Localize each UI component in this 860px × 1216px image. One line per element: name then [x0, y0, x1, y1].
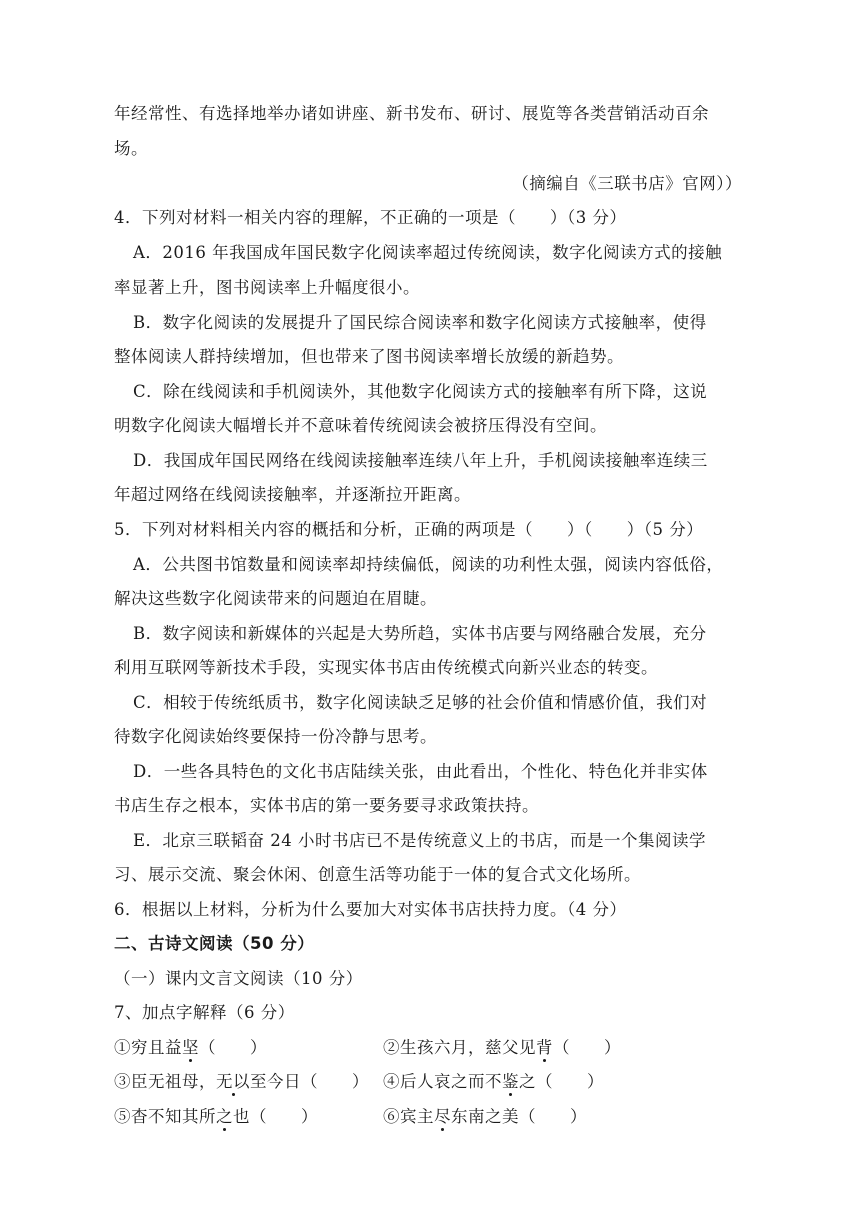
q5-option-d: D．一些各具特色的文化书店陆续关张，由此看出，个性化、特色化并非实体: [133, 762, 708, 781]
subsection-title: （一）课内文言文阅读（10 分）: [114, 969, 363, 988]
q4-option-d-cont: 年超过网络在线阅读接触率，并逐渐拉开距离。: [114, 485, 471, 504]
q4-option-c-cont: 明数字化阅读大幅增长并不意味着传统阅读会被挤压得没有空间。: [114, 416, 607, 435]
q4-option-c: C．除在线阅读和手机阅读外，其他数字化阅读方式的接触率有所下降，这说: [133, 382, 708, 401]
question-5-stem: 5．下列对材料相关内容的概括和分析，正确的两项是（ ）（ ）（5 分）: [114, 520, 704, 539]
answer-blank: 之（ ）: [519, 1072, 604, 1091]
dotted-char: 之: [216, 1107, 233, 1126]
answer-blank: 也（ ）: [233, 1107, 318, 1126]
dotted-char: 背: [536, 1038, 553, 1057]
item-text: ④后人哀之而不: [383, 1072, 502, 1091]
material-text-line: 年经常性、有选择地举办诸如讲座、新书发布、研讨、展览等各类营销活动百余: [114, 104, 709, 123]
item-text: ③臣无祖母，: [114, 1072, 216, 1091]
q7-item-4: [383, 1071, 604, 1093]
dotted-char: 尽: [434, 1107, 451, 1126]
q5-option-a: A．公共图书馆数量和阅读率却持续偏低，阅读的功利性太强，阅读内容低俗，: [133, 555, 724, 574]
question-4-stem: 4．下列对材料一相关内容的理解，不正确的一项是（ ）（3 分）: [114, 208, 627, 227]
dotted-char: 坚: [182, 1038, 199, 1057]
section-title: 二、古诗文阅读（50 分）: [114, 934, 315, 953]
q4-option-b-cont: 整体阅读人群持续增加，但也带来了图书阅读率增长放缓的新趋势。: [114, 347, 624, 366]
q4-option-a-cont: 率显著上升，图书阅读率上升幅度很小。: [114, 278, 420, 297]
item-text: ⑥宾主: [383, 1107, 434, 1126]
q5-option-b: B．数字阅读和新媒体的兴起是大势所趋，实体书店要与网络融合发展，充分: [133, 624, 707, 643]
q7-item-3: [114, 1071, 369, 1093]
q5-option-c-cont: 待数字化阅读始终要保持一份冷静与思考。: [114, 727, 437, 746]
q7-item-6: [383, 1106, 587, 1128]
q5-option-a-cont: 解决这些数字化阅读带来的问题迫在眉睫。: [114, 589, 437, 608]
q5-option-c: C．相较于传统纸质书，数字化阅读缺乏足够的社会价值和情感价值，我们对: [133, 693, 708, 712]
source-citation: （摘编自《三联书店》官网））: [512, 174, 742, 193]
q5-option-b-cont: 利用互联网等新技术手段，实现实体书店由传统模式向新兴业态的转变。: [114, 658, 658, 677]
answer-blank: 东南之美（ ）: [451, 1107, 587, 1126]
q4-option-b: B．数字化阅读的发展提升了国民综合阅读率和数字化阅读方式接触率，使得: [133, 313, 707, 332]
question-7-stem: 7、加点字解释（6 分）: [114, 1003, 295, 1022]
item-text: ①穷且益: [114, 1038, 182, 1057]
dotted-char: 鉴: [502, 1072, 519, 1091]
q4-option-d: D．我国成年国民网络在线阅读接触率连续八年上升，手机阅读接触率连续三: [133, 451, 708, 470]
q5-option-e-cont: 习、展示交流、聚会休闲、创意生活等功能于一体的复合式文化场所。: [114, 865, 641, 884]
answer-blank: （ ）: [553, 1038, 621, 1057]
q5-option-e: E．北京三联韬奋 24 小时书店已不是传统意义上的书店，而是一个集阅读学: [133, 831, 707, 850]
question-6-stem: 6．根据以上材料，分析为什么要加大对实体书店扶持力度。（4 分）: [114, 900, 627, 919]
item-text: ②生孩六月，慈父见: [383, 1038, 536, 1057]
answer-blank: 至今日（ ）: [250, 1072, 369, 1091]
q7-item-5: [114, 1106, 318, 1128]
q4-option-a: A．2016 年我国成年国民数字化阅读率超过传统阅读，数字化阅读方式的接触: [133, 243, 723, 262]
dotted-char: 无以: [216, 1072, 250, 1091]
item-text: ⑤杳不知其所: [114, 1107, 216, 1126]
q7-item-2: [383, 1037, 621, 1059]
q7-item-1: [114, 1037, 267, 1059]
q5-option-d-cont: 书店生存之根本，实体书店的第一要务要寻求政策扶持。: [114, 796, 539, 815]
material-text-line: 场。: [114, 139, 148, 158]
answer-blank: （ ）: [199, 1038, 267, 1057]
